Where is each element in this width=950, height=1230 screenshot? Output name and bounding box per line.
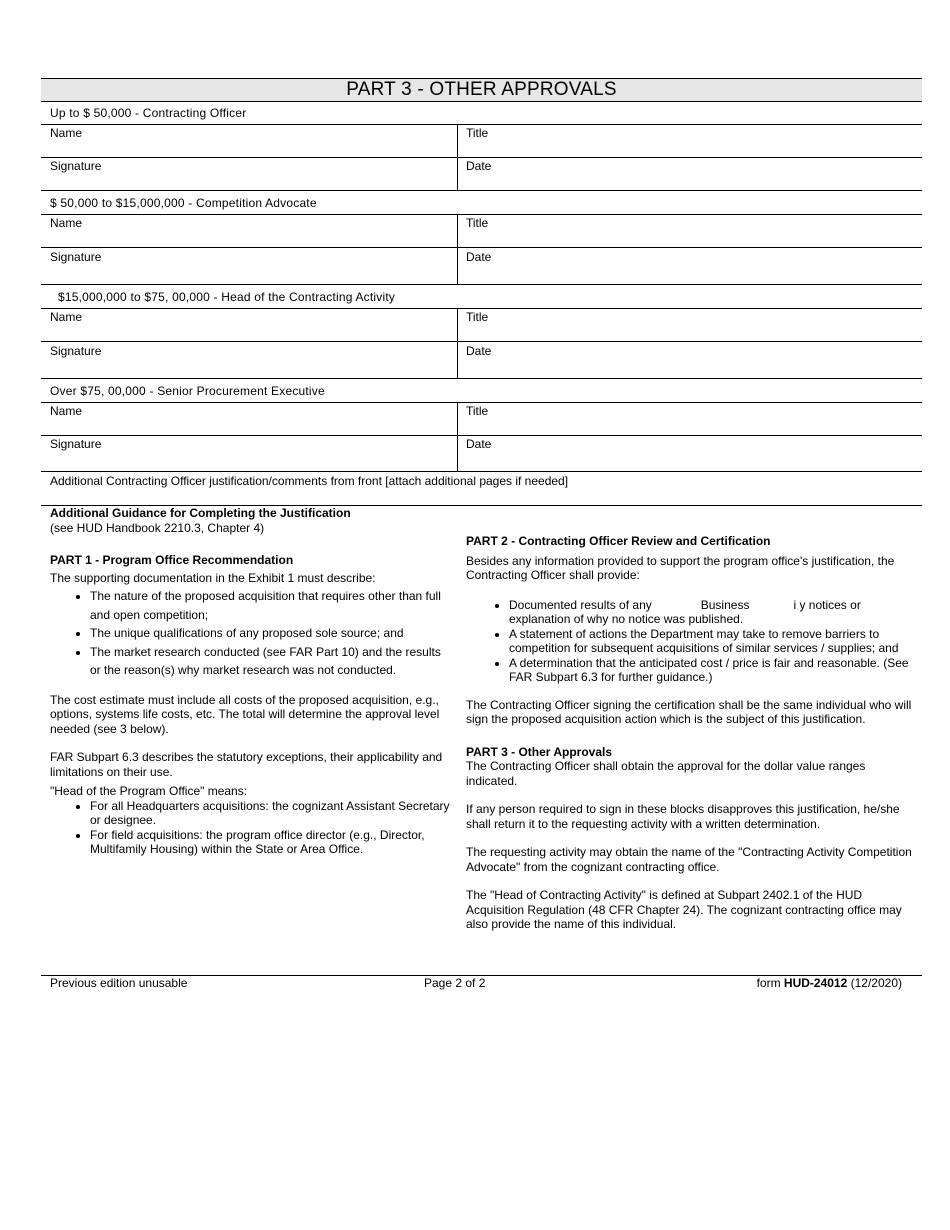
block-1-date-label: Date (466, 159, 492, 173)
block-3-date-field[interactable] (466, 359, 916, 373)
part2-bullet-3: • A determination that the anticipated cost / price is fair and reasonable. (See FAR Subpart 6.3 for further guidance.) (509, 656, 918, 685)
part1-head-bullet-1: • For all Headquarters acquisitions: the cognizant Assistant Secretary or designee. (90, 799, 450, 828)
block-2-title-field[interactable] (466, 230, 916, 244)
comments-label: Additional Contracting Officer justification/comments from front [attach additional pages if needed] (50, 474, 569, 488)
block-4-title-label: Title (466, 404, 489, 418)
part1-head-bullet-2: • For field acquisitions: the program office director (e.g., Director, Multifamily Housing) within the State or Area Office. (90, 828, 450, 857)
block-4-name-field[interactable] (50, 418, 450, 432)
block-2-name-field[interactable] (50, 230, 450, 244)
block-2-name-label: Name (50, 216, 83, 230)
block-1-name-field[interactable] (50, 140, 450, 154)
block-1-signature-label: Signature (50, 159, 102, 173)
block-3-signature-label: Signature (50, 344, 102, 358)
part3-heading: PART 3 - Other Approvals (466, 744, 613, 759)
block-1-heading: Up to $ 50,000 - Contracting Officer (50, 106, 247, 120)
block-1-title-field[interactable] (466, 140, 916, 154)
block-4-title-field[interactable] (466, 418, 916, 432)
block-3-title-label: Title (466, 310, 489, 324)
guidance-left-column (50, 506, 450, 857)
block-4-signature-label: Signature (50, 437, 102, 451)
block-2-title-label: Title (466, 216, 489, 230)
part2-heading: PART 2 - Contracting Officer Review and Certification (466, 534, 771, 548)
part1-intro: The supporting documentation in the Exhibit 1 must describe: (50, 570, 376, 585)
block-2-date-label: Date (466, 250, 492, 264)
block-2-signature-label: Signature (50, 250, 102, 264)
block-3-title-field[interactable] (466, 324, 916, 338)
block-4-name-label: Name (50, 404, 83, 418)
block-2-date-field[interactable] (466, 265, 916, 279)
guidance-subheading: (see HUD Handbook 2210.3, Chapter 4) (50, 520, 265, 535)
block-2-heading: $ 50,000 to $15,000,000 - Competition Advocate (50, 196, 317, 210)
part1-bullet-1: • The nature of the proposed acquisition that requires other than full and open competition; (90, 587, 450, 624)
block-3-heading: $15,000,000 to $75, 00,000 - Head of the Contracting Activity (58, 290, 396, 304)
part1-cost-paragraph: The cost estimate must include all costs of the proposed acquisition, e.g., options, systems life costs, etc. The total will determine the approval level needed (see 3 below). (50, 692, 440, 736)
part1-heading: PART 1 - Program Office Recommendation (50, 553, 294, 567)
part2-intro: Besides any information provided to support the program office's justification, the Contracting Officer shall provide: (466, 553, 895, 582)
block-4-signature-field[interactable] (50, 452, 450, 466)
part1-bullet-2: • The unique qualifications of any proposed sole source; and (90, 624, 450, 643)
block-4-date-label: Date (466, 437, 492, 451)
page-title: PART 3 - OTHER APPROVALS (41, 78, 922, 102)
part3-paragraph-1: The Contracting Officer shall obtain the approval for the dollar value ranges indicated. (466, 759, 866, 788)
guidance-right-column (466, 534, 918, 932)
block-3-name-field[interactable] (50, 324, 450, 338)
block-3-name-label: Name (50, 310, 83, 324)
block-4-date-field[interactable] (466, 452, 916, 466)
part2-signing-paragraph: The Contracting Officer signing the certification shall be the same individual who will sign the proposed acquisition action which is the subject of this justification. (466, 697, 912, 726)
part3-paragraph-3: The requesting activity may obtain the name of the "Contracting Activity Competition Advocate" from the cognizant contracting office. (466, 845, 912, 874)
block-3-date-label: Date (466, 344, 492, 358)
block-3-signature-field[interactable] (50, 359, 450, 373)
part3-paragraph-4: The "Head of Contracting Activity" is defined at Subpart 2402.1 of the HUD Acquisition Regulation (48 CFR Chapter 24). The cognizant contracting office may also provide the name of this individual. (466, 888, 902, 931)
part2-bullet-1: • Documented results of any Business i y notices or explanation of why no notice was published. (509, 598, 918, 627)
footer-form-id: form HUD-24012 (12/2020) (756, 976, 902, 990)
footer-edition-note: Previous edition unusable (50, 976, 188, 990)
part1-far-paragraph: FAR Subpart 6.3 describes the statutory exceptions, their applicability and limitations on their use. (50, 750, 443, 779)
block-1-title-label: Title (466, 126, 489, 140)
guidance-heading: Additional Guidance for Completing the Justification (50, 506, 351, 520)
block-2-signature-field[interactable] (50, 265, 450, 279)
footer-page-number: Page 2 of 2 (424, 976, 486, 990)
block-1-name-label: Name (50, 126, 83, 140)
comments-field[interactable] (50, 490, 916, 504)
part1-bullet-3: • The market research conducted (see FAR Part 10) and the results or the reason(s) why market research was not conducted. (90, 643, 450, 680)
block-1-date-field[interactable] (466, 174, 916, 188)
part1-head-intro: "Head of the Program Office" means: (50, 784, 248, 798)
part2-bullet-2: • A statement of actions the Department may take to remove barriers to competition for subsequent acquisitions of similar services / supplies; and (509, 627, 918, 656)
part3-paragraph-2: If any person required to sign in these blocks disapproves this justification, he/she shall return it to the requesting activity with a written determination. (466, 802, 900, 831)
block-4-heading: Over $75, 00,000 - Senior Procurement Executive (50, 384, 325, 398)
block-1-signature-field[interactable] (50, 174, 450, 188)
